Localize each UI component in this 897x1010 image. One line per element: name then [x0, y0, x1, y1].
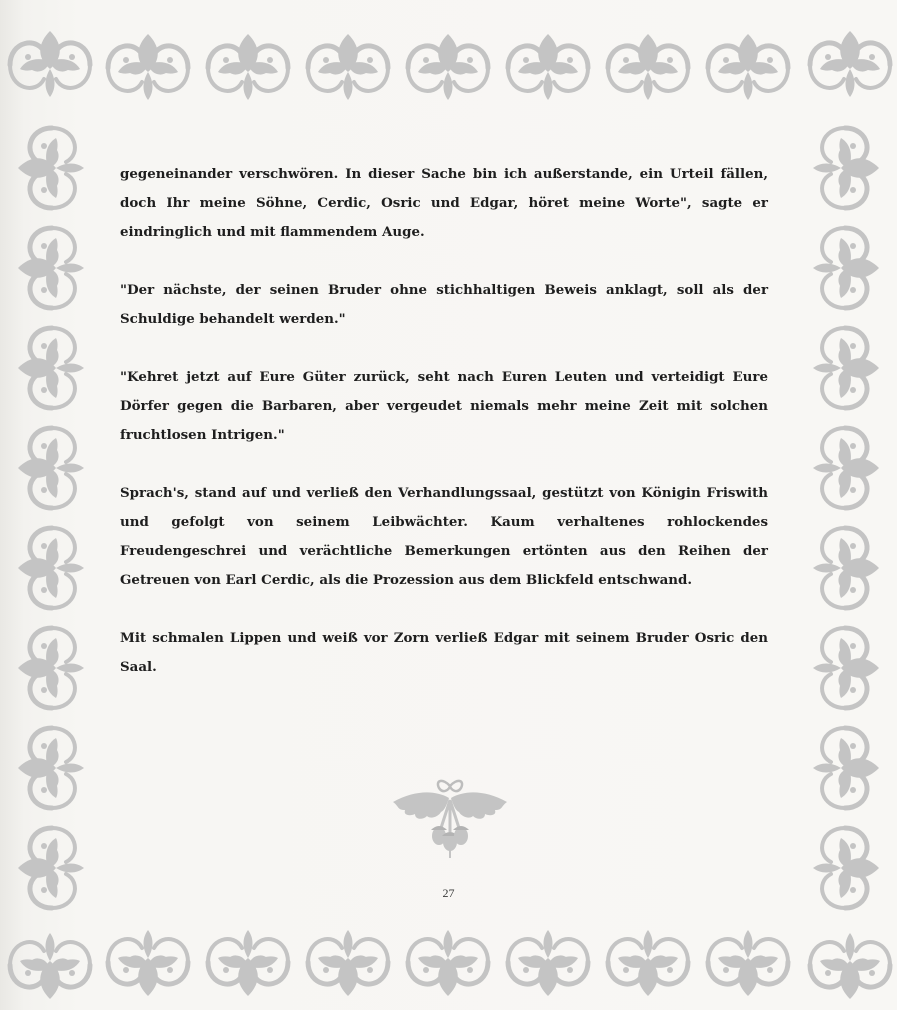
paragraph-4: Sprach's, stand auf und verließ den Verhandlungssaal, gestützt von Königin Friswith und gefolgt von seinem Leibwächter. Kaum verhaltenes rohlockendes Freudengeschrei und verächtliche Bemerkungen ertönten aus den Reihen der Getreuen von Earl Cerdic, als die Prozession aus dem Blickfeld entschwand. — [120, 485, 768, 588]
paragraph-3: "Kehret jetzt auf Eure Güter zurück, seht nach Euren Leuten und verteidigt Eure Dörfer gegen die Barbaren, aber vergeudet niemals mehr meine Zeit mit solchen fruchtlosen Intrigen." — [120, 369, 768, 443]
paragraph-1: gegeneinander verschwören. In dieser Sache bin ich außerstande, ein Urteil fällen, doch Ihr meine Söhne, Cerdic, Osric und Edgar, höret meine Worte", sagte er eindringlich und mit flammendem Auge. — [120, 166, 768, 240]
page-number: 27 — [442, 886, 455, 900]
oak-leaf-acorn-vignette-icon — [385, 776, 515, 860]
paragraph-5: Mit schmalen Lippen und weiß vor Zorn verließ Edgar mit seinem Bruder Osric den Saal. — [120, 630, 768, 675]
body-text — [120, 160, 768, 682]
paragraph-2: "Der nächste, der seinen Bruder ohne stichhaltigen Beweis anklagt, soll als der Schuldige behandelt werden." — [120, 282, 768, 327]
